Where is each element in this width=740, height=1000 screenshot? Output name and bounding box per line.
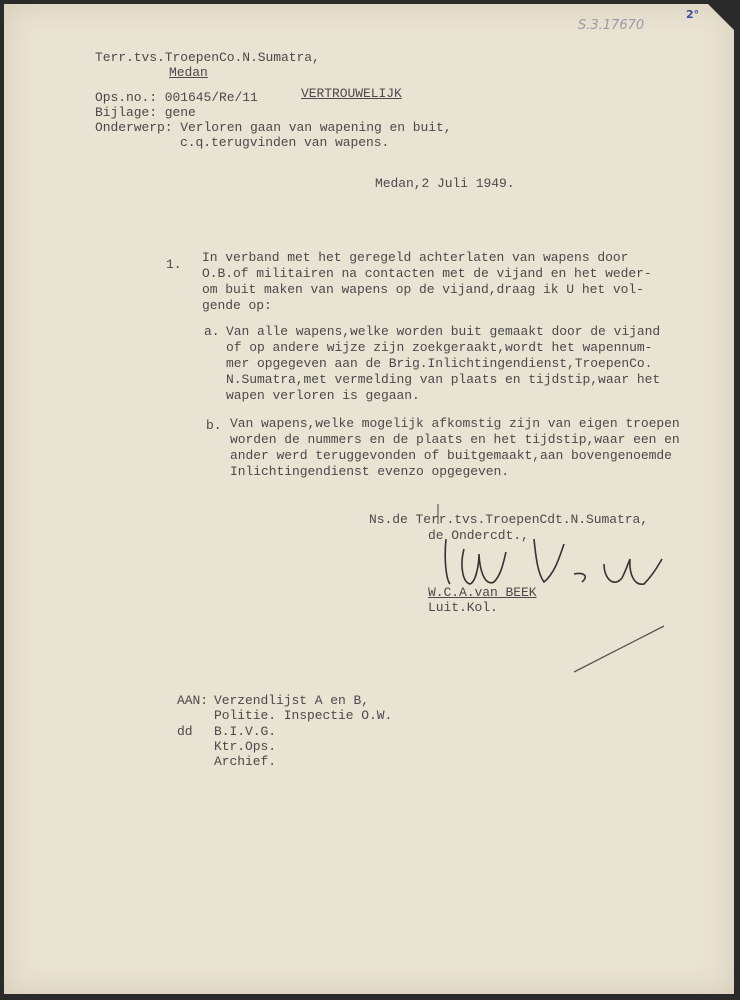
distribution-line: B.I.V.G. [214, 724, 277, 739]
signatory-rank: Luit.Kol. [428, 600, 498, 615]
item-a-line: of op andere wijze zijn zoekgeraakt,wordt het wapennum- [226, 340, 653, 355]
page-mark: 2° [686, 8, 700, 21]
item-b-line: Inlichtingendienst evenzo opgegeven. [230, 464, 510, 479]
archive-mark: S.3.17670 [578, 18, 645, 33]
paragraph1-line: gende op: [202, 298, 272, 313]
item-a-line: mer opgegeven aan de Brig.Inlichtingendienst,TroepenCo. [226, 356, 653, 371]
paragraph1-line: O.B.of militairen na contacten met de vijand en het weder- [202, 266, 652, 281]
paragraph-number: 1. [166, 257, 182, 272]
subject-line1: Onderwerp: Verloren gaan van wapening en buit, [95, 120, 452, 135]
sender-line2: Medan [169, 65, 208, 80]
paragraph1-line: om buit maken van wapens op de vijand,draag ik U het vol- [202, 282, 644, 297]
item-a-label: a. [204, 324, 220, 339]
document-page [4, 4, 734, 994]
item-a-line: Van alle wapens,welke worden buit gemaakt door de vijand [226, 324, 661, 339]
attachment: Bijlage: gene [95, 105, 196, 120]
distribution-line: Archief. [214, 754, 277, 769]
paragraph1-line: In verband met het geregeld achterlaten van wapens door [202, 250, 629, 265]
item-b-line: worden de nummers en de plaats en het tijdstip,waar een en [230, 432, 680, 447]
subject-line2: c.q.terugvinden van wapens. [180, 135, 390, 150]
distribution-line: Ktr.Ops. [214, 739, 277, 754]
distribution-line: Verzendlijst A en B, [214, 693, 370, 708]
item-a-line: N.Sumatra,met vermelding van plaats en tijdstip,waar het [226, 372, 661, 387]
signature-line2: de Ondercdt., [428, 528, 529, 543]
sender-line1: Terr.tvs.TroepenCo.N.Sumatra, [95, 50, 320, 65]
distribution-line: Politie. Inspectie O.W. [214, 708, 393, 723]
signatory-name: W.C.A.van BEEK [428, 585, 537, 600]
distribution-dd-label: dd [177, 724, 193, 739]
item-b-line: Van wapens,welke mogelijk afkomstig zijn van eigen troepen [230, 416, 680, 431]
date: Medan,2 Juli 1949. [375, 176, 515, 191]
classification: VERTROUWELIJK [301, 86, 402, 101]
signature-line1: Ns.de Terr.tvs.TroepenCdt.N.Sumatra, [369, 512, 649, 527]
page-corner [708, 4, 734, 30]
item-b-label: b. [206, 418, 222, 433]
item-b-line: ander werd teruggevonden of buitgemaakt,aan bovengenoemde [230, 448, 672, 463]
distribution-aan-label: AAN: [177, 693, 209, 708]
ops-number: Ops.no.: 001645/Re/11 [95, 90, 258, 105]
item-a-line: wapen verloren is gegaan. [226, 388, 420, 403]
